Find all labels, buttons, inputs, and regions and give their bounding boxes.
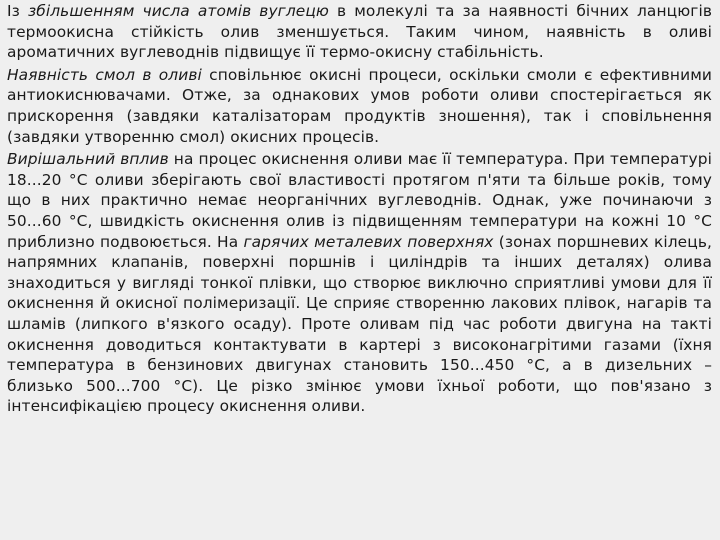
paragraph-carbon-atoms — [7, 1, 712, 63]
text-segment: в молекулі та за наявності бічних ланцюгів термоокисна стійкість олив зменшується. Таким чином, наявність в оливі ароматичних вуглеводнів підвищує її термо-окисну стабільність. — [7, 2, 712, 62]
paragraph-resins — [7, 65, 712, 147]
text-segment: (зонах поршневих кілець, напрямних клапанів, поверхні поршнів і циліндрів та інших деталях) олива знаходиться у вигляді тонкої плівки, що створює виключно сприятливі умови для її окиснення й окисної полімеризації. Це сприяє створенню лакових плівок, нагарів та шламів (липкого в'язкого осаду). Проте оливам під час роботи двигуна на такті окиснення доводиться контактувати в картері з високонагрітими газами (їхня температура в бензинових двигунах становить 150...450 °С, а в дизельних – близько 500...700 °С). Це різко змінює умови їхньої роботи, що пов'язано з інтенсифікацією процесу окиснення оливи. — [7, 232, 712, 416]
paragraph-temperature — [7, 149, 712, 417]
text-segment: на процес окиснення оливи має її температура. При температурі 18...20 °С оливи зберігають свої властивості протягом п'яти та більше років, тому що в них практично немає неорганічних вуглеводнів. Однак, уже починаючи з 50...60 °С, швидкість окиснення олив із підвищенням температури на кожні 10 °С приблизно подвоюється. На — [7, 150, 712, 251]
emphasis-text: збільшенням числа атомів вуглецю — [27, 2, 329, 20]
text-segment: Із — [7, 2, 28, 20]
emphasis-text: Вирішальний вплив — [7, 150, 169, 169]
emphasis-text: гарячих металевих поверхнях — [243, 232, 494, 251]
emphasis-text: Наявність смол в оливі — [7, 65, 202, 84]
text-segment: сповільнює окисні процеси, оскільки смоли є ефективними антиокиснювачами. Отже, за однакових умов роботи оливи спостерігається як прискорення (завдяки каталізаторам продуктів зношення), так і сповільнення (завдяки утворенню смол) окисних процесів. — [7, 65, 713, 146]
